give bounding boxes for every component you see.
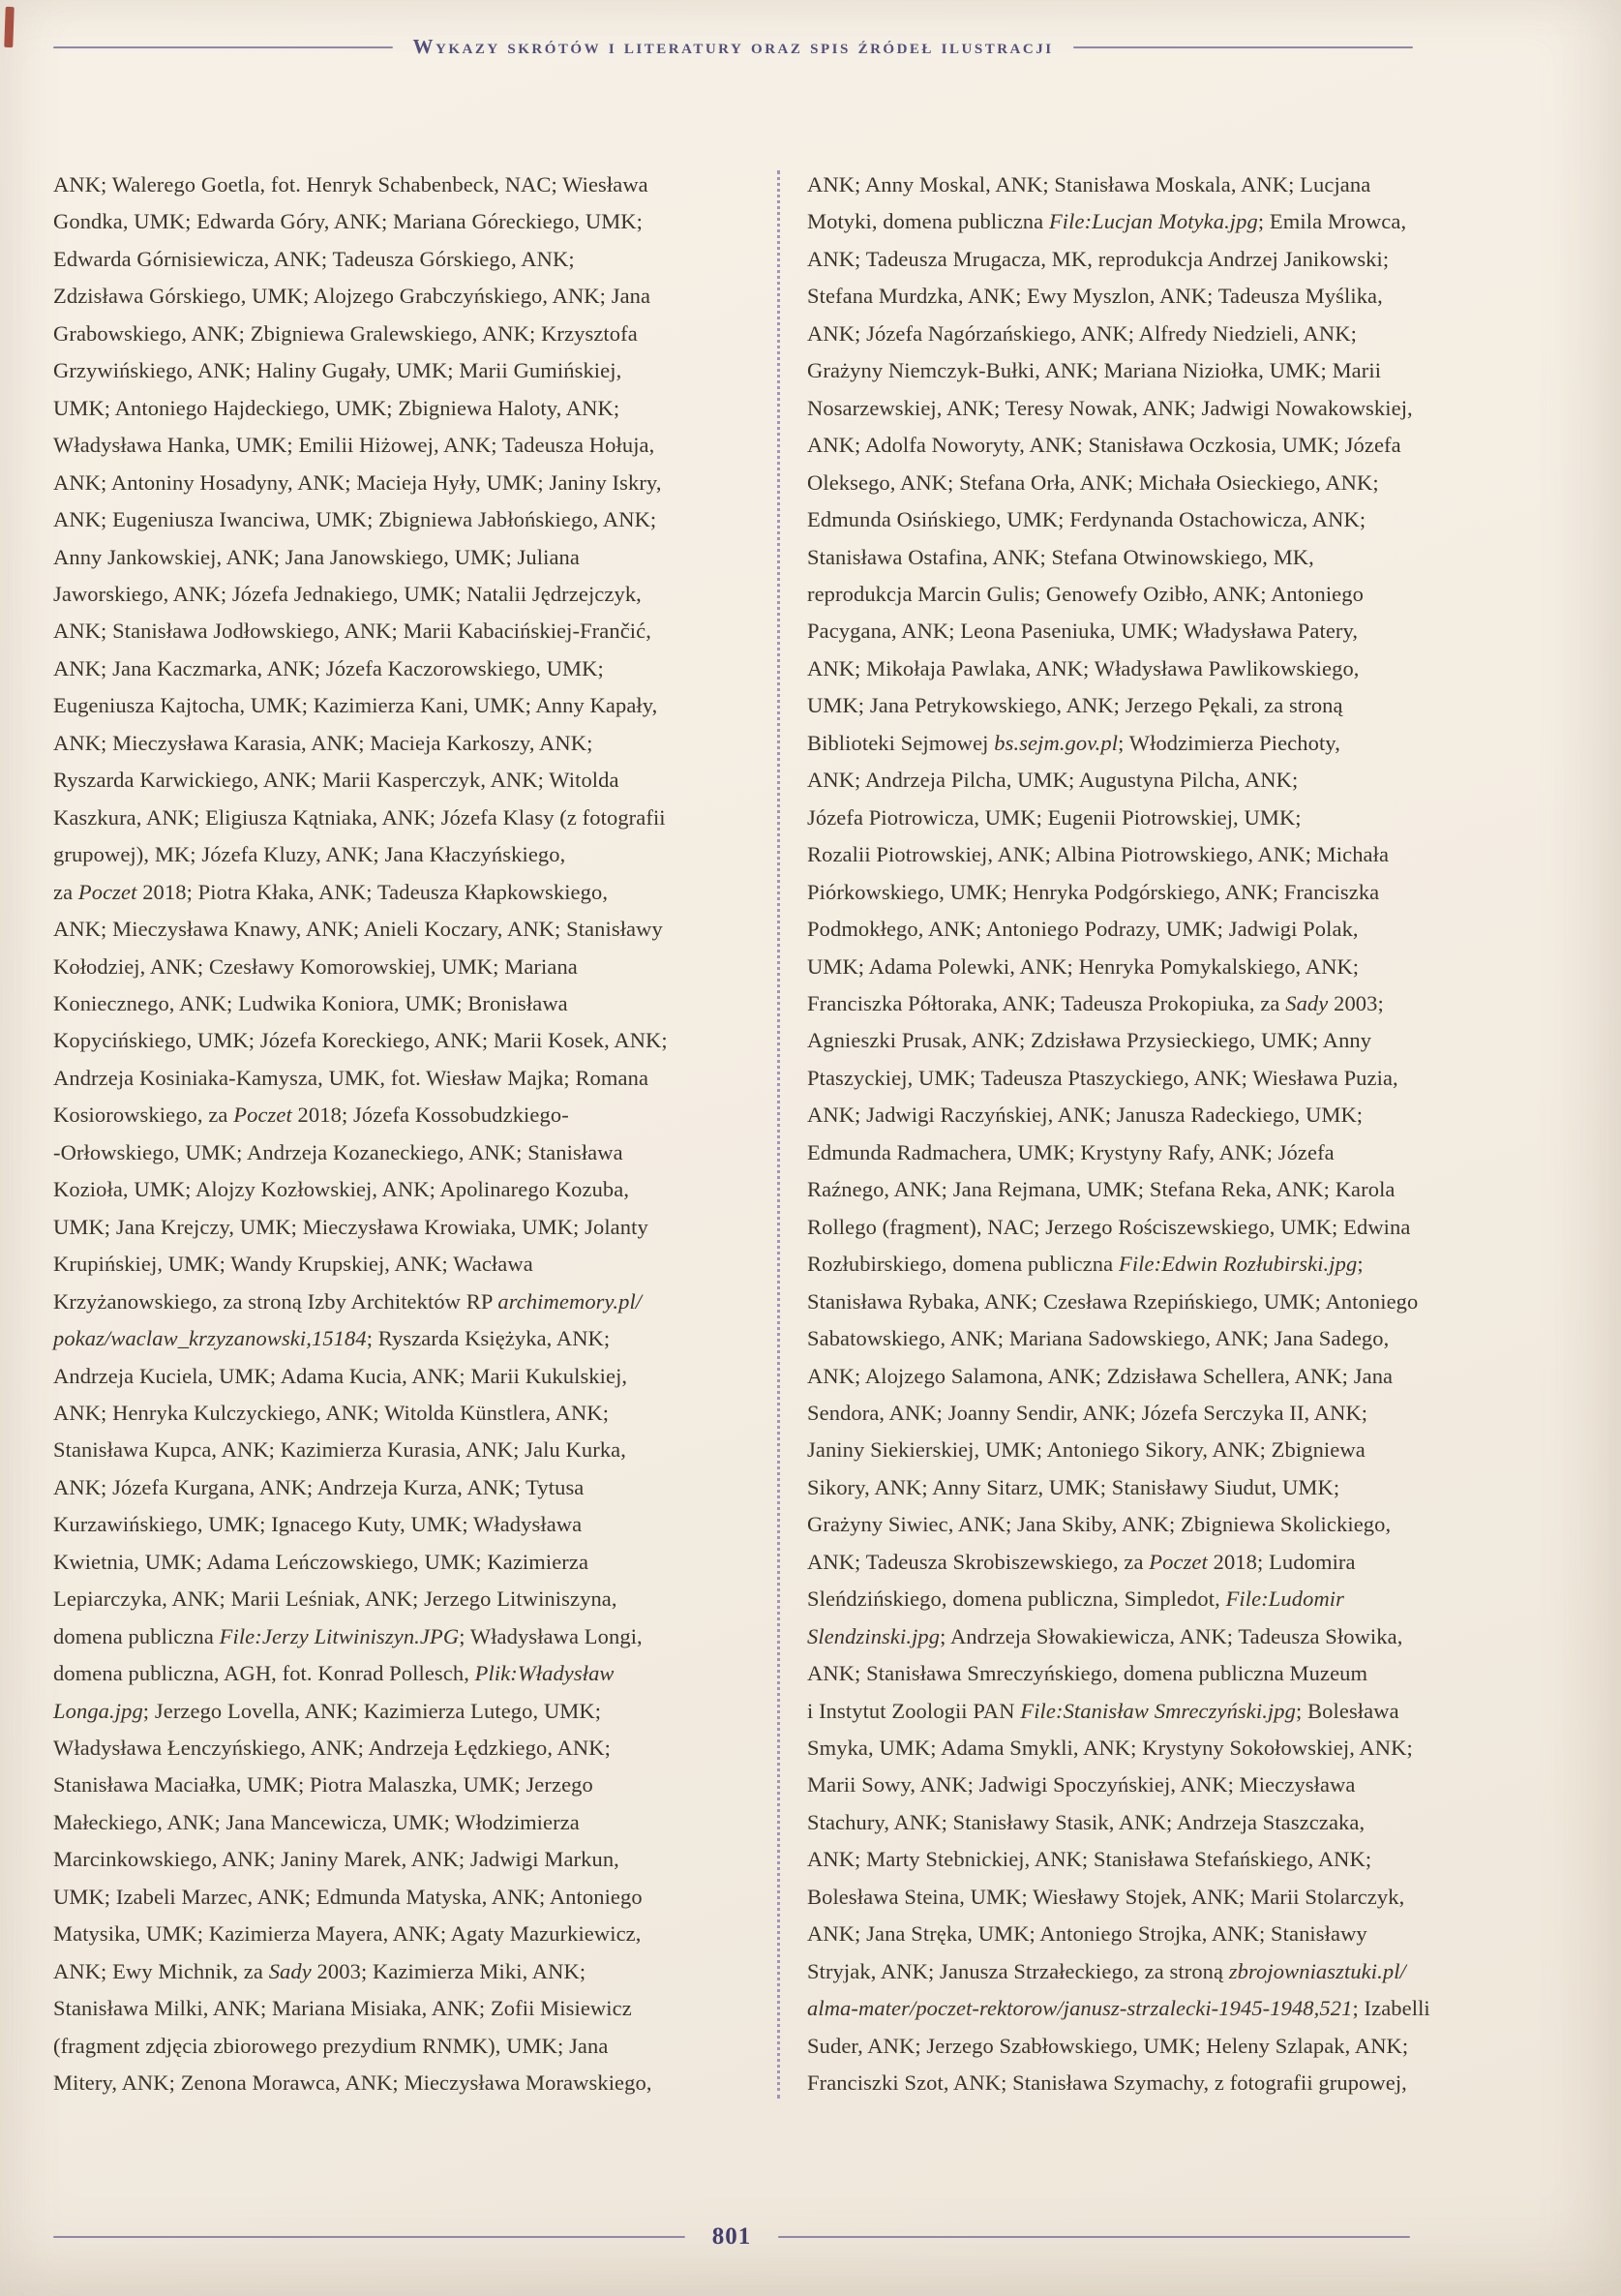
text-line: ANK; Alojzego Salamona, ANK; Zdzisława Schellera, ANK; Jana xyxy=(807,1363,1394,1388)
text-line: Biblioteki Sejmowej bs.sejm.gov.pl; Włodzimierza Piechoty, xyxy=(807,730,1340,755)
text-line: alma-mater/poczet-rektorow/janusz-strzalecki-1945-1948,521; Izabelli xyxy=(807,1996,1430,2021)
text-line: ANK; Andrzeja Pilcha, UMK; Augustyna Pilcha, ANK; xyxy=(807,768,1299,793)
text-line: ANK; Jana Kaczmarka, ANK; Józefa Kaczorowskiego, UMK; xyxy=(53,655,604,680)
text-line: Stryjak, ANK; Janusza Strzałeckiego, za stroną zbrojowniasztuki.pl/ xyxy=(807,1958,1406,1983)
text-line: ANK; Mieczysława Knawy, ANK; Anieli Koczary, ANK; Stanisławy xyxy=(53,917,663,942)
text-line: domena publiczna File:Jerzy Litwiniszyn.JPG; Władysława Longi, xyxy=(53,1623,643,1648)
text-line: Sabatowskiego, ANK; Mariana Sadowskiego, ANK; Jana Sadego, xyxy=(807,1326,1390,1351)
text-line: Gondka, UMK; Edwarda Góry, ANK; Mariana Góreckiego, UMK; xyxy=(53,209,644,234)
text-line: ANK; Jana Stręka, UMK; Antoniego Strojka, ANK; Stanisławy xyxy=(807,1921,1367,1947)
text-line: i Instytut Zoologii PAN File:Stanisław Smreczyński.jpg; Bolesława xyxy=(807,1698,1399,1723)
text-line: Kołodziej, ANK; Czesławy Komorowskiej, UMK; Mariana xyxy=(53,953,578,979)
text-line: Jaworskiego, ANK; Józefa Jednakiego, UMK; Natalii Jędrzejczyk, xyxy=(53,581,642,606)
text-line: ANK; Tadeusza Skrobiszewskiego, za Poczet 2018; Ludomira xyxy=(807,1549,1356,1574)
text-line: Rozłubirskiego, domena publiczna File:Edwin Rozłubirski.jpg; xyxy=(807,1252,1364,1277)
text-line: Krzyżanowskiego, za stroną Izby Architektów RP archimemory.pl/ xyxy=(53,1288,643,1314)
text-line: Stefana Murdzka, ANK; Ewy Myszlon, ANK; Tadeusza Myślika, xyxy=(807,284,1383,309)
text-line: Franciszki Szot, ANK; Stanisława Szymachy, z fotografii grupowej, xyxy=(807,2070,1407,2096)
text-line: Kosiorowskiego, za Poczet 2018; Józefa Kossobudzkiego- xyxy=(53,1103,569,1128)
page-footer xyxy=(53,2223,1410,2251)
text-line: ANK; Walerego Goetla, fot. Henryk Schabenbeck, NAC; Wiesława xyxy=(53,172,648,196)
text-line: ANK; Mikołaja Pawlaka, ANK; Władysława Pawlikowskiego, xyxy=(807,655,1360,680)
page-number: 801 xyxy=(711,2223,752,2250)
text-line: pokaz/waclaw_krzyzanowski,15184; Ryszarda Księżyka, ANK; xyxy=(53,1326,611,1351)
text-line: ANK; Henryka Kulczyckiego, ANK; Witolda Künstlera, ANK; xyxy=(53,1400,610,1425)
text-line: ANK; Stanisława Smreczyńskiego, domena publiczna Muzeum xyxy=(807,1661,1368,1686)
text-line: ANK; Józefa Kurgana, ANK; Andrzeja Kurza, ANK; Tytusa xyxy=(53,1474,585,1499)
text-line: Kopycińskiego, UMK; Józefa Koreckiego, ANK; Marii Kosek, ANK; xyxy=(53,1028,668,1053)
right-column xyxy=(780,166,1513,2102)
header-rule-left xyxy=(53,46,393,48)
text-line: ANK; Eugeniusza Iwanciwa, UMK; Zbigniewa Jabłońskiego, ANK; xyxy=(53,507,657,532)
left-column xyxy=(53,166,777,2102)
scan-corner-mark xyxy=(4,7,14,47)
text-line: (fragment zdjęcia zbiorowego prezydium RNMK), UMK; Jana xyxy=(53,2033,609,2058)
text-line: Franciszka Półtoraka, ANK; Tadeusza Prokopiuka, za Sady 2003; xyxy=(807,990,1384,1015)
text-line: Sikory, ANK; Anny Sitarz, UMK; Stanisławy Siudut, UMK; xyxy=(807,1474,1340,1499)
text-line: Lepiarczyka, ANK; Marii Leśniak, ANK; Jerzego Litwiniszyna, xyxy=(53,1586,617,1612)
text-line: Nosarzewskiej, ANK; Teresy Nowak, ANK; Jadwigi Nowakowskiej, xyxy=(807,395,1413,420)
text-line: Janiny Siekierskiej, UMK; Antoniego Sikory, ANK; Zbigniewa xyxy=(807,1437,1366,1463)
text-line: Ryszarda Karwickiego, ANK; Marii Kasperczyk, ANK; Witolda xyxy=(53,768,619,793)
text-line: Grażyny Niemczyk-Bułki, ANK; Mariana Niziołka, UMK; Marii xyxy=(807,358,1382,383)
text-line: Slendzinski.jpg; Andrzeja Słowakiewicza, ANK; Tadeusza Słowika, xyxy=(807,1623,1403,1648)
text-line: Stanisława Ostafina, ANK; Stefana Otwinowskiego, MK, xyxy=(807,544,1314,569)
text-line: ANK; Jadwigi Raczyńskiej, ANK; Janusza Radeckiego, UMK; xyxy=(807,1103,1364,1128)
text-line: -Orłowskiego, UMK; Andrzeja Kozaneckiego, ANK; Stanisława xyxy=(53,1139,623,1164)
text-line: Motyki, domena publiczna File:Lucjan Motyka.jpg; Emila Mrowca, xyxy=(807,209,1407,234)
text-line: domena publiczna, AGH, fot. Konrad Pollesch, Plik:Władysław xyxy=(53,1661,615,1686)
text-line: Kurzawińskiego, UMK; Ignacego Kuty, UMK; Władysława xyxy=(53,1512,583,1537)
text-line: Stanisława Kupca, ANK; Kazimierza Kurasia, ANK; Jalu Kurka, xyxy=(53,1437,626,1463)
text-line: Raźnego, ANK; Jana Rejmana, UMK; Stefana Reka, ANK; Karola xyxy=(807,1177,1396,1202)
text-line: Matysika, UMK; Kazimierza Mayera, ANK; Agaty Mazurkiewicz, xyxy=(53,1921,642,1947)
text-line: UMK; Adama Polewki, ANK; Henryka Pomykalskiego, ANK; xyxy=(807,953,1360,979)
text-line: Eugeniusza Kajtocha, UMK; Kazimierza Kani, UMK; Anny Kapały, xyxy=(53,693,658,718)
text-line: Rollego (fragment), NAC; Jerzego Rościszewskiego, UMK; Edwina xyxy=(807,1214,1411,1239)
text-line: Stachury, ANK; Stanisławy Stasik, ANK; Andrzeja Staszczaka, xyxy=(807,1809,1366,1834)
text-line: Andrzeja Kuciela, UMK; Adama Kucia, ANK; Marii Kukulskiej, xyxy=(53,1363,628,1388)
text-line: Bolesława Steina, UMK; Wiesławy Stojek, ANK; Marii Stolarczyk, xyxy=(807,1884,1405,1909)
text-line: ANK; Antoniny Hosadyny, ANK; Macieja Hyły, UMK; Janiny Iskry, xyxy=(53,469,662,495)
text-line: UMK; Jana Krejczy, UMK; Mieczysława Krowiaka, UMK; Jolanty xyxy=(53,1214,648,1239)
page-header xyxy=(53,35,1413,59)
running-head-title: Wykazy skrótów i literatury oraz spis źródeł ilustracji xyxy=(412,35,1054,58)
text-line: Ptaszyckiej, UMK; Tadeusza Ptaszyckiego, ANK; Wiesława Puzia, xyxy=(807,1065,1398,1090)
footer-rule-left xyxy=(53,2236,685,2238)
text-line: Piórkowskiego, UMK; Henryka Podgórskiego, ANK; Franciszka xyxy=(807,879,1380,904)
text-line: ANK; Józefa Nagórzańskiego, ANK; Alfredy Niedzieli, ANK; xyxy=(807,320,1357,346)
text-line: Longa.jpg; Jerzego Lovella, ANK; Kazimierza Lutego, UMK; xyxy=(53,1698,602,1723)
text-line: UMK; Jana Petrykowskiego, ANK; Jerzego Pękali, za stroną xyxy=(807,693,1343,718)
text-line: ANK; Marty Stebnickiej, ANK; Stanisława Stefańskiego, ANK; xyxy=(807,1847,1372,1872)
text-line: Edmunda Radmachera, UMK; Krystyny Rafy, ANK; Józefa xyxy=(807,1139,1335,1164)
text-line: Agnieszki Prusak, ANK; Zdzisława Przysieckiego, UMK; Anny xyxy=(807,1028,1372,1053)
text-line: Kwietnia, UMK; Adama Leńczowskiego, UMK; Kazimierza xyxy=(53,1549,589,1574)
text-line: Oleksego, ANK; Stefana Orła, ANK; Michała Osieckiego, ANK; xyxy=(807,469,1379,495)
text-line: Grażyny Siwiec, ANK; Jana Skiby, ANK; Zbigniewa Skolickiego, xyxy=(807,1512,1392,1537)
text-line: Anny Jankowskiej, ANK; Jana Janowskiego, UMK; Juliana xyxy=(53,544,580,569)
text-line: Pacygana, ANK; Leona Paseniuka, UMK; Władysława Patery, xyxy=(807,619,1359,644)
text-line: Suder, ANK; Jerzego Szabłowskiego, UMK; Heleny Szlapak, ANK; xyxy=(807,2033,1409,2058)
text-line: Edmunda Osińskiego, UMK; Ferdynanda Ostachowicza, ANK; xyxy=(807,507,1366,532)
text-line: grupowej), MK; Józefa Kluzy, ANK; Jana Kłaczyńskiego, xyxy=(53,842,566,867)
text-line: Koniecznego, ANK; Ludwika Koniora, UMK; Bronisława xyxy=(53,990,568,1015)
text-line: Marcinkowskiego, ANK; Janiny Marek, ANK; Jadwigi Markun, xyxy=(53,1847,619,1872)
text-line: za Poczet 2018; Piotra Kłaka, ANK; Tadeusza Kłapkowskiego, xyxy=(53,879,609,904)
text-line: Władysława Łenczyńskiego, ANK; Andrzeja Łędzkiego, ANK; xyxy=(53,1736,611,1761)
text-line: ANK; Mieczysława Karasia, ANK; Macieja Karkoszy, ANK; xyxy=(53,730,593,755)
text-line: Grzywińskiego, ANK; Haliny Gugały, UMK; Marii Gumińskiej, xyxy=(53,358,622,383)
text-line: Małeckiego, ANK; Jana Mancewicza, UMK; Włodzimierza xyxy=(53,1809,580,1834)
text-line: Marii Sowy, ANK; Jadwigi Spoczyńskiej, ANK; Mieczysława xyxy=(807,1772,1356,1798)
text-line: Józefa Piotrowicza, UMK; Eugenii Piotrowskiej, UMK; xyxy=(807,804,1302,830)
text-line: Sendora, ANK; Joanny Sendir, ANK; Józefa Serczyka II, ANK; xyxy=(807,1400,1368,1425)
text-line: Grabowskiego, ANK; Zbigniewa Gralewskiego, ANK; Krzysztofa xyxy=(53,320,638,346)
text-line: Smyka, UMK; Adama Smykli, ANK; Krystyny Sokołowskiej, ANK; xyxy=(807,1736,1413,1761)
text-line: Zdzisława Górskiego, UMK; Alojzego Grabczyńskiego, ANK; Jana xyxy=(53,284,651,309)
header-rule-right xyxy=(1073,46,1413,48)
text-line: ANK; Tadeusza Mrugacza, MK, reprodukcja Andrzej Janikowski; xyxy=(807,246,1390,271)
text-line: ANK; Anny Moskal, ANK; Stanisława Moskala, ANK; Lucjana xyxy=(807,172,1371,196)
text-line: Władysława Hanka, UMK; Emilii Hiżowej, ANK; Tadeusza Hołuja, xyxy=(53,433,655,458)
two-column-text xyxy=(53,166,1513,2102)
text-line: Stanisława Rybaka, ANK; Czesława Rzepińskiego, UMK; Antoniego xyxy=(807,1288,1419,1314)
text-line: Edwarda Górnisiewicza, ANK; Tadeusza Górskiego, ANK; xyxy=(53,246,575,271)
text-line: ANK; Adolfa Noworyty, ANK; Stanisława Oczkosia, UMK; Józefa xyxy=(807,433,1401,458)
text-line: reprodukcja Marcin Gulis; Genowefy Ozibło, ANK; Antoniego xyxy=(807,581,1364,606)
text-line: ANK; Ewy Michnik, za Sady 2003; Kazimierza Miki, ANK; xyxy=(53,1958,586,1983)
text-line: Podmokłego, ANK; Antoniego Podrazy, UMK; Jadwigi Polak, xyxy=(807,917,1359,942)
text-line: Kozioła, UMK; Alojzy Kozłowskiej, ANK; Apolinarego Kozuba, xyxy=(53,1177,630,1202)
text-line: Rozalii Piotrowskiej, ANK; Albina Piotrowskiego, ANK; Michała xyxy=(807,842,1390,867)
text-line: UMK; Izabeli Marzec, ANK; Edmunda Matyska, ANK; Antoniego xyxy=(53,1884,643,1909)
text-line: ANK; Stanisława Jodłowskiego, ANK; Marii Kabacińskiej-Frančić, xyxy=(53,619,651,644)
text-line: Stanisława Milki, ANK; Mariana Misiaka, ANK; Zofii Misiewicz xyxy=(53,1996,632,2021)
text-line: Kaszkura, ANK; Eligiusza Kątniaka, ANK; Józefa Klasy (z fotografii xyxy=(53,804,666,830)
text-line: Andrzeja Kosiniaka-Kamysza, UMK, fot. Wiesław Majka; Romana xyxy=(53,1065,649,1090)
text-line: UMK; Antoniego Hajdeckiego, UMK; Zbigniewa Haloty, ANK; xyxy=(53,395,620,420)
text-line: Sleńdzińskiego, domena publiczna, Simpledot, File:Ludomir xyxy=(807,1586,1345,1612)
text-line: Mitery, ANK; Zenona Morawca, ANK; Mieczysława Morawskiego, xyxy=(53,2070,652,2096)
footer-rule-right xyxy=(778,2236,1410,2238)
text-line: Krupińskiej, UMK; Wandy Krupskiej, ANK; Wacława xyxy=(53,1252,533,1277)
text-line: Stanisława Maciałka, UMK; Piotra Malaszka, UMK; Jerzego xyxy=(53,1772,593,1798)
